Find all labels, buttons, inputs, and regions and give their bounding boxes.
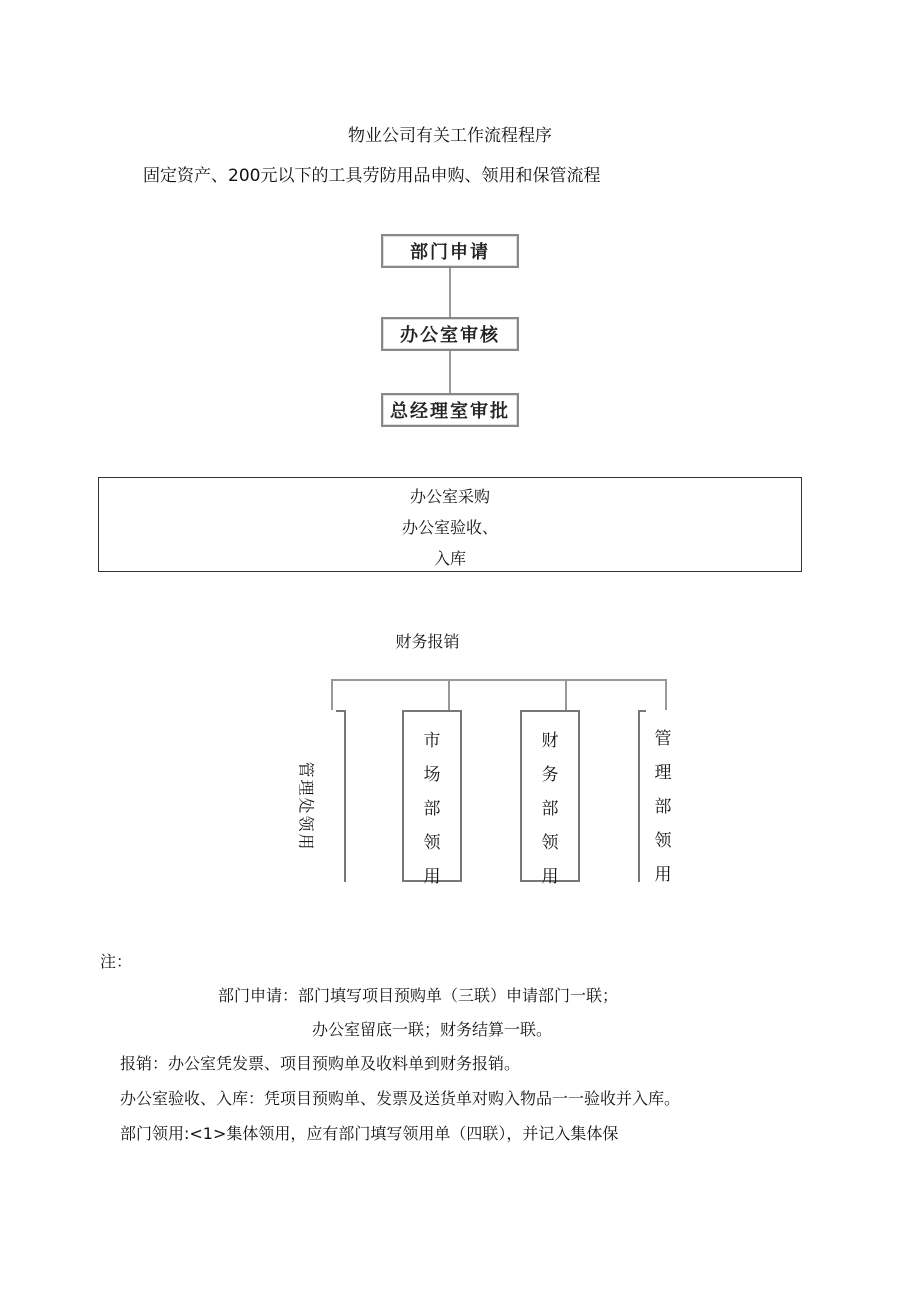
flow-step-gm-approve: 总经理室审批 xyxy=(381,393,519,427)
branch-char: 用 xyxy=(423,867,441,887)
purchase-line: 入库 xyxy=(433,549,466,568)
flow-step-office-review: 办公室审核 xyxy=(381,317,519,351)
page-title: 物业公司有关工作流程程序 xyxy=(348,126,552,146)
branch-char: 市 xyxy=(423,731,441,751)
branch-char: 管 xyxy=(654,729,672,749)
branch-char: 场 xyxy=(423,765,441,785)
branch-char: 用 xyxy=(541,867,559,887)
flow-connector xyxy=(449,351,451,393)
note-line: 办公室验收、入库：凭项目预购单、发票及送货单对购入物品一一验收并入库。 xyxy=(120,1089,681,1108)
branch-char: 领 xyxy=(654,831,672,851)
branch-connector xyxy=(448,679,450,710)
branch-char: 领 xyxy=(423,833,441,853)
branch-mgmt-office-label: 管理处领用 xyxy=(296,761,316,852)
branch-market-dept xyxy=(402,710,462,887)
branch-char: 部 xyxy=(423,799,441,819)
branch-finance-dept xyxy=(520,710,580,887)
branch-char: 理 xyxy=(654,763,672,783)
note-line: 部门申请：部门填写项目预购单（三联）申请部门一联； xyxy=(218,986,619,1005)
branch-char: 用 xyxy=(654,865,672,885)
branch-char: 部 xyxy=(654,797,672,817)
branch-connector xyxy=(331,679,333,710)
branch-connector xyxy=(665,679,667,710)
note-line: 部门领用:<1>集体领用，应有部门填写领用单（四联），并记入集体保 xyxy=(120,1124,619,1143)
branch-char: 财 xyxy=(541,731,559,751)
branch-char: 领 xyxy=(541,833,559,853)
branch-box-left xyxy=(336,710,346,882)
finance-reimburse: 财务报销 xyxy=(395,632,460,651)
branch-char: 务 xyxy=(541,765,559,785)
page-subtitle: 固定资产、200元以下的工具劳防用品申购、领用和保管流程 xyxy=(143,166,601,186)
branch-management-dept xyxy=(633,710,693,885)
purchase-line: 办公室验收、 xyxy=(401,518,498,537)
purchase-box xyxy=(98,477,802,572)
notes-label: 注： xyxy=(100,952,133,971)
branch-connector xyxy=(565,679,567,710)
purchase-line: 办公室采购 xyxy=(409,487,490,506)
note-line: 办公室留底一联；财务结算一联。 xyxy=(312,1020,553,1039)
note-line: 报销：办公室凭发票、项目预购单及收料单到财务报销。 xyxy=(120,1054,521,1073)
flow-step-dept-apply: 部门申请 xyxy=(381,234,519,268)
branch-char: 部 xyxy=(541,799,559,819)
flow-connector xyxy=(449,268,451,317)
branch-bar xyxy=(331,679,667,681)
